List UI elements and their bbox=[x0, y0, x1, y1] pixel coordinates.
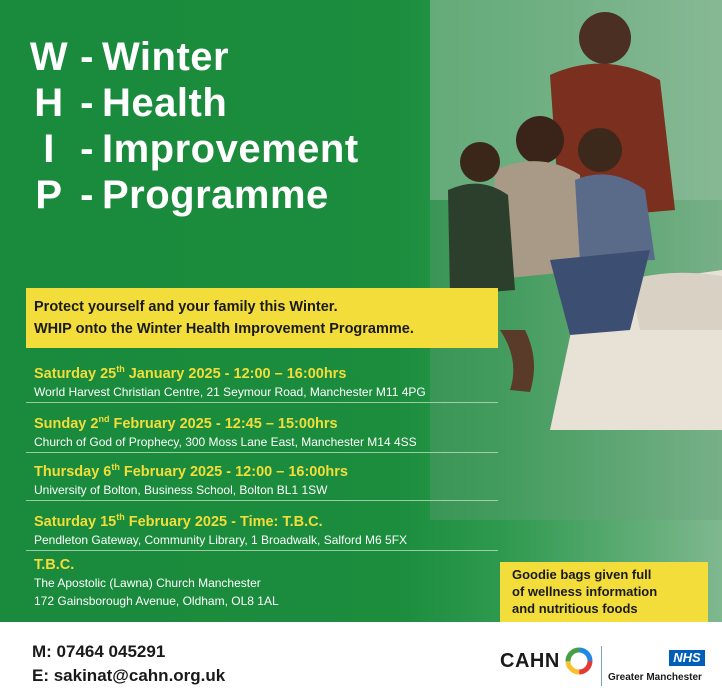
goodie-line-1: Goodie bags given full bbox=[512, 567, 652, 582]
acronym-dash: - bbox=[80, 173, 94, 217]
nhs-region: Greater Manchester bbox=[608, 672, 702, 683]
acronym-letter: W bbox=[29, 35, 69, 79]
event-date: Sunday 2nd February 2025 - 12:45 – 15:00hrs bbox=[34, 414, 338, 432]
cahn-logo-text: CAHN bbox=[500, 649, 560, 672]
nhs-logo: NHS bbox=[669, 650, 705, 666]
acronym-line-winter bbox=[26, 34, 359, 80]
contact-email[interactable]: E: sakinat@cahn.org.uk bbox=[32, 666, 226, 685]
acronym-dash: - bbox=[80, 81, 94, 125]
event-venue: University of Bolton, Business School, Bolton BL1 1SW bbox=[34, 482, 328, 497]
acronym-word: Health bbox=[102, 81, 228, 125]
event-venue: World Harvest Christian Centre, 21 Seymour Road, Manchester M11 4PG bbox=[34, 384, 426, 399]
event-venue: 172 Gainsborough Avenue, Oldham, OL8 1AL bbox=[34, 594, 279, 608]
cahn-ring-icon bbox=[564, 646, 594, 676]
event-venue: The Apostolic (Lawna) Church Manchester bbox=[34, 576, 261, 590]
event-divider bbox=[26, 500, 498, 501]
event-date: Thursday 6th February 2025 - 12:00 – 16:00hrs bbox=[34, 462, 348, 480]
event-date: Saturday 25th January 2025 - 12:00 – 16:00hrs bbox=[34, 364, 347, 382]
acronym-dash: - bbox=[80, 35, 94, 79]
event-date: T.B.C. bbox=[34, 557, 75, 573]
acronym-line-improvement bbox=[26, 126, 359, 172]
event-venue: Church of God of Prophecy, 300 Moss Lane East, Manchester M14 4SS bbox=[34, 434, 417, 449]
acronym-word: Improvement bbox=[102, 127, 359, 171]
event-5 bbox=[34, 556, 514, 610]
acronym-line-health bbox=[26, 80, 359, 126]
event-4 bbox=[34, 508, 514, 549]
event-divider bbox=[26, 402, 498, 403]
tagline bbox=[34, 296, 414, 340]
acronym-letter: I bbox=[43, 127, 55, 171]
event-3 bbox=[34, 458, 514, 499]
logo-divider bbox=[601, 646, 602, 686]
acronym-word: Programme bbox=[102, 173, 329, 217]
whip-acronym bbox=[26, 34, 359, 218]
goodie-line-3: and nutritious foods bbox=[512, 601, 638, 616]
contact-phone[interactable]: M: 07464 045291 bbox=[32, 642, 166, 661]
event-1 bbox=[34, 360, 514, 401]
event-date: Saturday 15th February 2025 - Time: T.B.C. bbox=[34, 512, 323, 530]
cahn-logo bbox=[500, 646, 594, 676]
tagline-line-1: Protect yourself and your family this Winter. bbox=[34, 299, 338, 315]
goodie-text bbox=[512, 566, 657, 617]
event-2 bbox=[34, 410, 514, 451]
event-divider bbox=[26, 550, 498, 551]
goodie-line-2: of wellness information bbox=[512, 584, 658, 599]
acronym-letter: P bbox=[35, 173, 63, 217]
acronym-dash: - bbox=[80, 127, 94, 171]
acronym-letter: H bbox=[34, 81, 64, 125]
contact-details bbox=[32, 640, 225, 688]
acronym-word: Winter bbox=[102, 35, 230, 79]
acronym-line-programme bbox=[26, 172, 359, 218]
event-venue: Pendleton Gateway, Community Library, 1 Broadwalk, Salford M6 5FX bbox=[34, 532, 408, 547]
tagline-line-2: WHIP onto the Winter Health Improvement Programme. bbox=[34, 321, 414, 337]
event-divider bbox=[26, 452, 498, 453]
